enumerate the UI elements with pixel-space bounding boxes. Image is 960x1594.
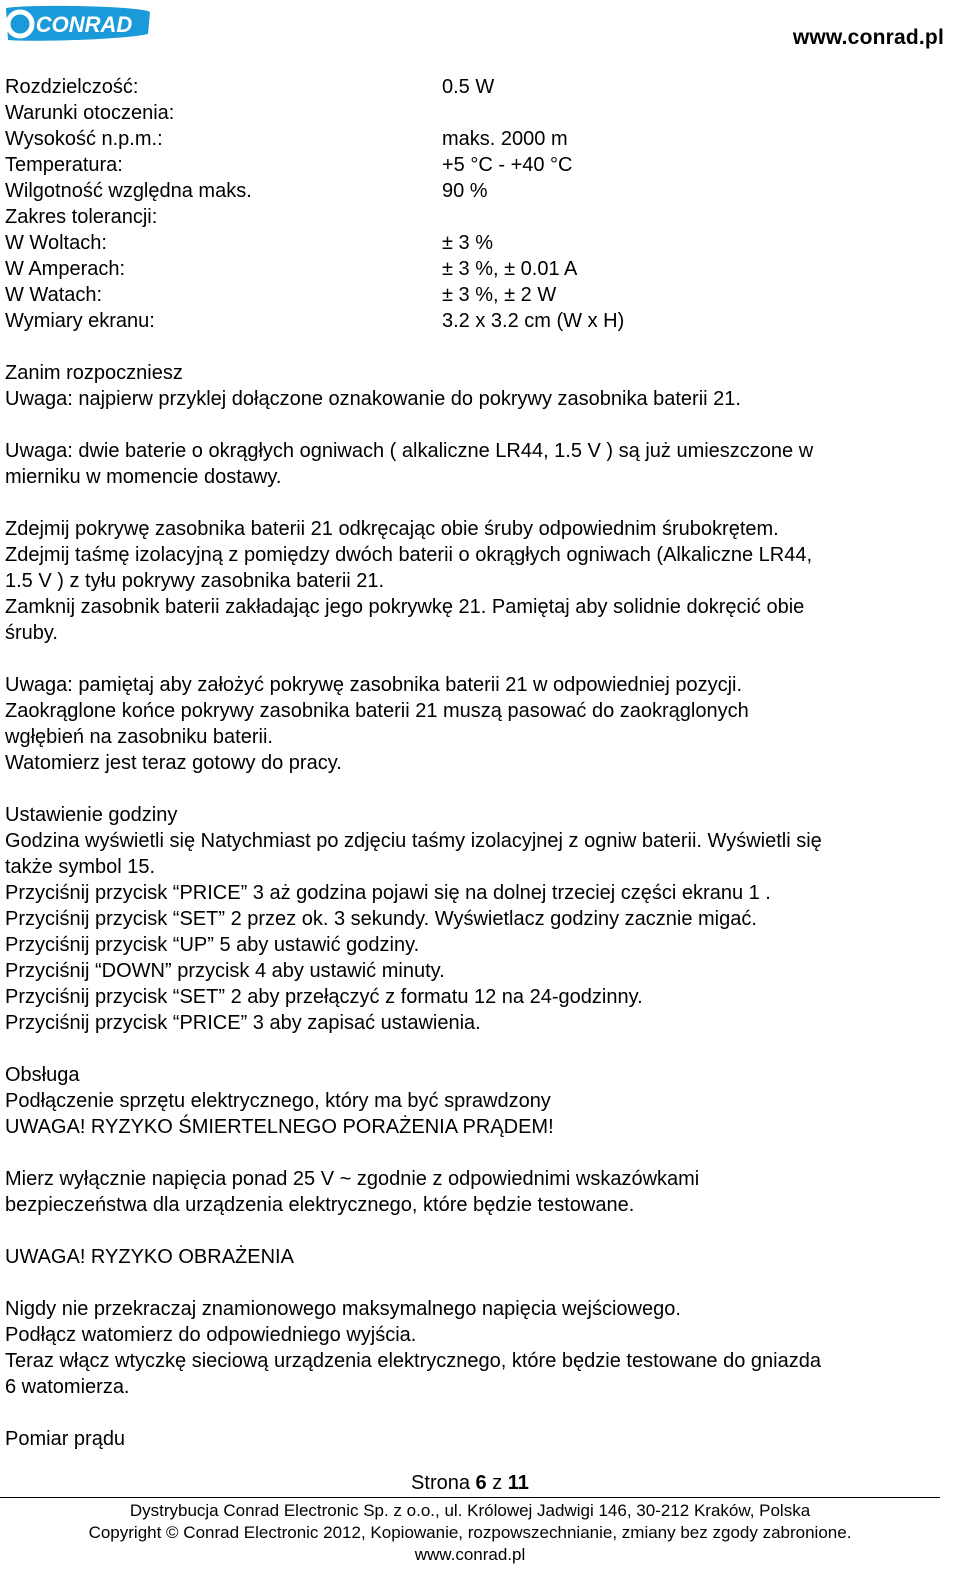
text-line: Podłączenie sprzętu elektrycznego, który ma być sprawdzony <box>5 1090 551 1112</box>
page-current: 6 <box>475 1472 487 1494</box>
text-line: Zaokrąglone końce pokrywy zasobnika baterii 21 muszą pasować do zaokrąglonych <box>5 700 749 722</box>
text-line: Pomiar prądu <box>5 1428 126 1450</box>
spec-label: Wilgotność względna maks. <box>5 180 252 202</box>
spec-row <box>5 204 950 230</box>
spacer <box>5 1140 950 1166</box>
text-line: 1.5 V ) z tyłu pokrywy zasobnika baterii 21. <box>5 570 385 592</box>
text-line: Przyciśnij “DOWN” przycisk 4 aby ustawić minuty. <box>5 960 445 982</box>
text-line: mierniku w momencie dostawy. <box>5 466 282 488</box>
text-section <box>5 1426 950 1452</box>
text-line: Przyciśnij przycisk “PRICE” 3 aż godzina pojawi się na dolnej trzeciej części ekranu 1 . <box>5 882 771 904</box>
text-line: Watomierz jest teraz gotowy do pracy. <box>5 752 342 774</box>
footer <box>0 1500 940 1566</box>
text-section <box>5 360 950 412</box>
text-line: Ustawienie godziny <box>5 804 178 826</box>
text-line: 6 watomierza. <box>5 1376 130 1398</box>
text-line: Przyciśnij przycisk “SET” 2 aby przełączyć z formatu 12 na 24-godzinny. <box>5 986 643 1008</box>
spacer <box>5 646 950 672</box>
text-line: Nigdy nie przekraczaj znamionowego maksymalnego napięcia wejściowego. <box>5 1298 681 1320</box>
spec-table <box>5 74 950 334</box>
spec-value: ± 3 % <box>442 232 493 254</box>
spec-row <box>5 178 950 204</box>
spec-value: 90 % <box>442 180 488 202</box>
spacer <box>5 1400 950 1426</box>
spec-label: Warunki otoczenia: <box>5 102 175 124</box>
spec-value: +5 °C - +40 °C <box>442 154 573 176</box>
text-line: Podłącz watomierz do odpowiedniego wyjścia. <box>5 1324 417 1346</box>
spacer <box>5 334 950 360</box>
text-line: Uwaga: najpierw przyklej dołączone oznakowanie do pokrywy zasobnika baterii 21. <box>5 388 741 410</box>
text-section <box>5 1296 950 1400</box>
text-line: Mierz wyłącznie napięcia ponad 25 V ~ zgodnie z odpowiednimi wskazówkami <box>5 1168 700 1190</box>
text-line: wgłębień na zasobniku baterii. <box>5 726 273 748</box>
spec-value <box>442 100 950 126</box>
page-total: 11 <box>507 1472 529 1494</box>
text-line: Obsługa <box>5 1064 80 1086</box>
spec-value: ± 3 %, ± 0.01 A <box>442 258 578 280</box>
text-line: Przyciśnij przycisk “UP” 5 aby ustawić godziny. <box>5 934 420 956</box>
spec-label: Wymiary ekranu: <box>5 310 155 332</box>
spacer <box>5 1218 950 1244</box>
text-line: Przyciśnij przycisk “SET” 2 przez ok. 3 sekundy. Wyświetlacz godziny zacznie migać. <box>5 908 757 930</box>
spec-value <box>442 204 950 230</box>
conrad-logo <box>2 4 152 44</box>
spec-row <box>5 74 950 100</box>
spec-row <box>5 152 950 178</box>
text-line: Zdejmij taśmę izolacyjną z pomiędzy dwóch baterii o okrągłych ogniwach (Alkaliczne LR44, <box>5 544 813 566</box>
spec-label: W Watach: <box>5 284 103 306</box>
site-url-header[interactable]: www.conrad.pl <box>792 26 944 49</box>
text-line: Teraz włącz wtyczkę sieciową urządzenia elektrycznego, które będzie testowane do gniazda <box>5 1350 821 1372</box>
text-line: Zanim rozpoczniesz <box>5 362 183 384</box>
spec-label: W Amperach: <box>5 258 126 280</box>
spec-row <box>5 308 950 334</box>
footer-divider <box>0 1497 940 1498</box>
spacer <box>5 1270 950 1296</box>
footer-url[interactable]: www.conrad.pl <box>414 1545 526 1564</box>
spec-value: maks. 2000 m <box>442 128 568 150</box>
text-section <box>5 672 950 776</box>
text-line: UWAGA! RYZYKO ŚMIERTELNEGO PORAŻENIA PRĄDEM! <box>5 1116 554 1138</box>
text-section <box>5 516 950 646</box>
text-line: Zamknij zasobnik baterii zakładając jego pokrywkę 21. Pamiętaj aby solidnie dokręcić obie <box>5 596 805 618</box>
text-section <box>5 802 950 1036</box>
page-prefix: Strona <box>411 1472 476 1494</box>
spec-row <box>5 230 950 256</box>
text-line: UWAGA! RYZYKO OBRAŻENIA <box>5 1246 294 1268</box>
text-line: Godzina wyświetli się Natychmiast po zdjęciu taśmy izolacyjnej z ogniw baterii. Wyświetli się <box>5 830 822 852</box>
text-line: także symbol 15. <box>5 856 156 878</box>
text-line: Przyciśnij przycisk “PRICE” 3 aby zapisać ustawienia. <box>5 1012 481 1034</box>
text-line: bezpieczeństwa dla urządzenia elektrycznego, które będzie testowane. <box>5 1194 635 1216</box>
text-line: śruby. <box>5 622 58 644</box>
logo-wordmark: CONRAD <box>35 12 133 37</box>
spec-row <box>5 256 950 282</box>
spec-row <box>5 126 950 152</box>
spec-label: Rozdzielczość: <box>5 76 139 98</box>
spec-label: Zakres tolerancji: <box>5 206 158 228</box>
page-number <box>0 1470 940 1496</box>
page-separator: z <box>486 1472 508 1494</box>
spacer <box>5 776 950 802</box>
spec-value: ± 3 %, ± 2 W <box>442 284 557 306</box>
text-section <box>5 1244 950 1270</box>
spec-label: Wysokość n.p.m.: <box>5 128 163 150</box>
spec-row <box>5 100 950 126</box>
spec-value: 3.2 x 3.2 cm (W x H) <box>442 310 625 332</box>
footer-distributor: Dystrybucja Conrad Electronic Sp. z o.o., ul. Królowej Jadwigi 146, 30-212 Kraków, Polska <box>129 1501 811 1520</box>
spacer <box>5 490 950 516</box>
sections <box>5 360 950 1452</box>
spec-row <box>5 282 950 308</box>
spec-value: 0.5 W <box>442 76 495 98</box>
spec-label: W Woltach: <box>5 232 107 254</box>
text-section <box>5 438 950 490</box>
text-line: Zdejmij pokrywę zasobnika baterii 21 odkręcając obie śruby odpowiednim śrubokrętem. <box>5 518 779 540</box>
spacer <box>5 1036 950 1062</box>
text-line: Uwaga: dwie baterie o okrągłych ogniwach ( alkaliczne LR44, 1.5 V ) są już umieszczone w <box>5 440 814 462</box>
text-section <box>5 1062 950 1140</box>
spacer <box>5 412 950 438</box>
text-line: Uwaga: pamiętaj aby założyć pokrywę zasobnika baterii 21 w odpowiedniej pozycji. <box>5 674 743 696</box>
footer-copyright: Copyright © Conrad Electronic 2012, Kopiowanie, rozpowszechnianie, zmiany bez zgody zabronione. <box>88 1523 852 1542</box>
text-section <box>5 1166 950 1218</box>
document-body <box>5 74 950 1452</box>
spec-label: Temperatura: <box>5 154 123 176</box>
